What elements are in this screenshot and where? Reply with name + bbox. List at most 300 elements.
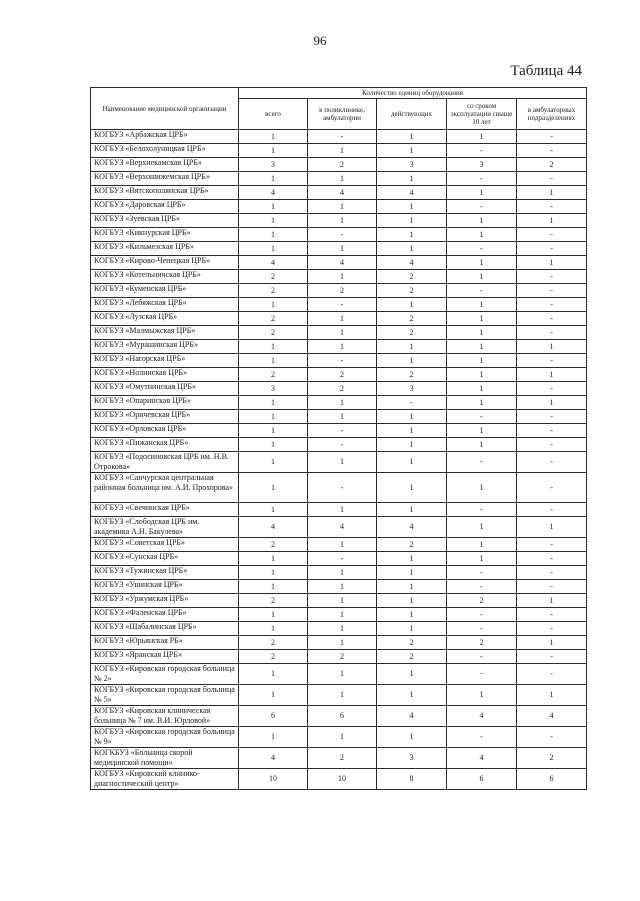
value-cell: - bbox=[517, 242, 587, 256]
table-row bbox=[91, 256, 587, 270]
value-cell: 1 bbox=[239, 354, 308, 368]
table-row bbox=[91, 312, 587, 326]
value-cell: 2 bbox=[239, 368, 308, 382]
value-cell: 1 bbox=[447, 256, 517, 270]
value-cell: 1 bbox=[239, 503, 308, 517]
org-name-cell: КОГБУЗ «Тужинская ЦРБ» bbox=[91, 566, 239, 580]
value-cell: 1 bbox=[377, 727, 447, 748]
value-cell: 2 bbox=[239, 270, 308, 284]
table-row bbox=[91, 130, 587, 144]
value-cell: 1 bbox=[447, 473, 517, 503]
value-cell: - bbox=[517, 473, 587, 503]
table-row bbox=[91, 172, 587, 186]
value-cell: 1 bbox=[308, 608, 377, 622]
table-row bbox=[91, 636, 587, 650]
value-cell: 1 bbox=[377, 473, 447, 503]
value-cell: - bbox=[308, 228, 377, 242]
table-row bbox=[91, 608, 587, 622]
value-cell: 1 bbox=[447, 552, 517, 566]
value-cell: 6 bbox=[308, 706, 377, 727]
table-row bbox=[91, 538, 587, 552]
value-cell: - bbox=[447, 144, 517, 158]
value-cell: - bbox=[517, 608, 587, 622]
table-row bbox=[91, 706, 587, 727]
value-cell: 1 bbox=[377, 424, 447, 438]
value-cell: - bbox=[517, 382, 587, 396]
org-name-cell: КОГБУЗ «Советская ЦРБ» bbox=[91, 538, 239, 552]
value-cell: - bbox=[517, 650, 587, 664]
value-cell: 2 bbox=[377, 636, 447, 650]
header-col-ambulatory: в амбулаторных подразделениях bbox=[517, 99, 587, 130]
value-cell: 1 bbox=[308, 636, 377, 650]
value-cell: 2 bbox=[517, 748, 587, 769]
value-cell: 2 bbox=[239, 594, 308, 608]
value-cell: 2 bbox=[308, 650, 377, 664]
value-cell: - bbox=[308, 354, 377, 368]
org-name-cell: КОГБУЗ «Верхнекамская ЦРБ» bbox=[91, 158, 239, 172]
value-cell: 1 bbox=[517, 396, 587, 410]
value-cell: - bbox=[447, 727, 517, 748]
value-cell: - bbox=[447, 566, 517, 580]
value-cell: 1 bbox=[517, 340, 587, 354]
value-cell: 1 bbox=[377, 622, 447, 636]
value-cell: 1 bbox=[239, 214, 308, 228]
value-cell: 1 bbox=[308, 326, 377, 340]
value-cell: - bbox=[517, 298, 587, 312]
value-cell: 1 bbox=[377, 354, 447, 368]
org-name-cell: КОГБУЗ «Малмыжская ЦРБ» bbox=[91, 326, 239, 340]
org-name-cell: КОГБУЗ «Лебяжская ЦРБ» bbox=[91, 298, 239, 312]
value-cell: 4 bbox=[377, 517, 447, 538]
value-cell: 2 bbox=[308, 158, 377, 172]
value-cell: 1 bbox=[377, 580, 447, 594]
table-row bbox=[91, 410, 587, 424]
value-cell: 1 bbox=[377, 664, 447, 685]
value-cell: 6 bbox=[447, 769, 517, 790]
org-name-cell: КОГБУЗ «Нолинская ЦРБ» bbox=[91, 368, 239, 382]
org-name-cell: КОГБУЗ «Подосиновская ЦРБ им. Н.В. Отрокова» bbox=[91, 452, 239, 473]
value-cell: 2 bbox=[239, 636, 308, 650]
value-cell: - bbox=[517, 438, 587, 452]
value-cell: 1 bbox=[447, 685, 517, 706]
value-cell: 1 bbox=[517, 517, 587, 538]
value-cell: 1 bbox=[447, 312, 517, 326]
value-cell: - bbox=[447, 242, 517, 256]
value-cell: 1 bbox=[377, 594, 447, 608]
value-cell: 1 bbox=[377, 144, 447, 158]
org-name-cell: КОГБУЗ «Кировская городская больница № 5» bbox=[91, 685, 239, 706]
org-name-cell: КОГБУЗ «Куменская ЦРБ» bbox=[91, 284, 239, 298]
value-cell: 1 bbox=[308, 200, 377, 214]
value-cell: - bbox=[517, 354, 587, 368]
value-cell: 2 bbox=[308, 748, 377, 769]
value-cell: 1 bbox=[239, 473, 308, 503]
value-cell: 1 bbox=[447, 517, 517, 538]
table-row bbox=[91, 354, 587, 368]
value-cell: 1 bbox=[447, 214, 517, 228]
value-cell: 1 bbox=[447, 186, 517, 200]
value-cell: - bbox=[517, 326, 587, 340]
value-cell: 3 bbox=[239, 158, 308, 172]
org-name-cell: КОГБУЗ «Вятскополянская ЦРБ» bbox=[91, 186, 239, 200]
header-col-over10: со сроком эксплуатации свыше 10 лет bbox=[447, 99, 517, 130]
value-cell: 1 bbox=[377, 130, 447, 144]
value-cell: 1 bbox=[308, 664, 377, 685]
value-cell: - bbox=[308, 298, 377, 312]
value-cell: - bbox=[517, 622, 587, 636]
org-name-cell: КОГБУЗ «Сунская ЦРБ» bbox=[91, 552, 239, 566]
org-name-cell: КОГБУЗ «Кикнурская ЦРБ» bbox=[91, 228, 239, 242]
value-cell: 1 bbox=[239, 452, 308, 473]
org-name-cell: КОГБУЗ «Свечинская ЦРБ» bbox=[91, 503, 239, 517]
value-cell: 8 bbox=[377, 769, 447, 790]
value-cell: 1 bbox=[308, 242, 377, 256]
table-row bbox=[91, 368, 587, 382]
table-row bbox=[91, 438, 587, 452]
value-cell: 1 bbox=[239, 664, 308, 685]
value-cell: 4 bbox=[377, 256, 447, 270]
value-cell: 1 bbox=[447, 438, 517, 452]
value-cell: 2 bbox=[308, 284, 377, 298]
org-name-cell: КОГБУЗ «Яранская ЦРБ» bbox=[91, 650, 239, 664]
table-row bbox=[91, 473, 587, 503]
value-cell: - bbox=[447, 580, 517, 594]
value-cell: 1 bbox=[239, 438, 308, 452]
value-cell: - bbox=[517, 452, 587, 473]
org-name-cell: КОГБУЗ «Унинская ЦРБ» bbox=[91, 580, 239, 594]
value-cell: 2 bbox=[377, 538, 447, 552]
value-cell: 1 bbox=[239, 566, 308, 580]
value-cell: 2 bbox=[239, 326, 308, 340]
table-row bbox=[91, 214, 587, 228]
value-cell: - bbox=[308, 438, 377, 452]
value-cell: 1 bbox=[239, 608, 308, 622]
value-cell: 2 bbox=[239, 312, 308, 326]
value-cell: 2 bbox=[377, 284, 447, 298]
value-cell: 4 bbox=[447, 748, 517, 769]
org-name-cell: КОГБУЗ «Арбажская ЦРБ» bbox=[91, 130, 239, 144]
table-row bbox=[91, 144, 587, 158]
table-row bbox=[91, 200, 587, 214]
org-name-cell: КОГБУЗ «Котельничская ЦРБ» bbox=[91, 270, 239, 284]
equipment-table-container bbox=[90, 87, 586, 790]
org-name-cell: КОГБУЗ «Зуевская ЦРБ» bbox=[91, 214, 239, 228]
value-cell: 1 bbox=[377, 200, 447, 214]
value-cell: 4 bbox=[239, 186, 308, 200]
table-row bbox=[91, 242, 587, 256]
value-cell: - bbox=[517, 270, 587, 284]
value-cell: 3 bbox=[447, 158, 517, 172]
table-row bbox=[91, 452, 587, 473]
value-cell: 1 bbox=[447, 130, 517, 144]
value-cell: 3 bbox=[377, 748, 447, 769]
value-cell: - bbox=[517, 580, 587, 594]
value-cell: - bbox=[447, 664, 517, 685]
org-name-cell: КОГБУЗ «Юрьянская РБ» bbox=[91, 636, 239, 650]
value-cell: 1 bbox=[377, 503, 447, 517]
value-cell: 1 bbox=[377, 298, 447, 312]
table-row bbox=[91, 566, 587, 580]
value-cell: 1 bbox=[308, 312, 377, 326]
org-name-cell: КОГБУЗ «Нагорская ЦРБ» bbox=[91, 354, 239, 368]
value-cell: 1 bbox=[447, 538, 517, 552]
value-cell: 10 bbox=[308, 769, 377, 790]
header-col-active: действующих bbox=[377, 99, 447, 130]
value-cell: 6 bbox=[517, 769, 587, 790]
table-row bbox=[91, 270, 587, 284]
value-cell: 1 bbox=[447, 354, 517, 368]
value-cell: - bbox=[517, 312, 587, 326]
value-cell: 1 bbox=[517, 214, 587, 228]
value-cell: 1 bbox=[447, 424, 517, 438]
value-cell: 1 bbox=[517, 186, 587, 200]
table-label: Таблица 44 bbox=[510, 63, 582, 79]
value-cell: 1 bbox=[239, 298, 308, 312]
table-row bbox=[91, 284, 587, 298]
value-cell: 1 bbox=[308, 144, 377, 158]
org-name-cell: КОГКБУЗ «Больница скорой медицинской помощи» bbox=[91, 748, 239, 769]
value-cell: 1 bbox=[377, 452, 447, 473]
value-cell: 3 bbox=[239, 382, 308, 396]
table-row bbox=[91, 769, 587, 790]
value-cell: 1 bbox=[239, 727, 308, 748]
table-body bbox=[91, 130, 587, 790]
org-name-cell: КОГБУЗ «Опаринская ЦРБ» bbox=[91, 396, 239, 410]
value-cell: 1 bbox=[239, 200, 308, 214]
value-cell: - bbox=[447, 410, 517, 424]
value-cell: 1 bbox=[377, 566, 447, 580]
value-cell: - bbox=[377, 396, 447, 410]
value-cell: 1 bbox=[239, 144, 308, 158]
value-cell: - bbox=[517, 172, 587, 186]
org-name-cell: КОГБУЗ «Верхошижемская ЦРБ» bbox=[91, 172, 239, 186]
value-cell: 1 bbox=[447, 326, 517, 340]
value-cell: 4 bbox=[239, 517, 308, 538]
value-cell: - bbox=[517, 200, 587, 214]
value-cell: 2 bbox=[377, 270, 447, 284]
table-row bbox=[91, 382, 587, 396]
value-cell: 3 bbox=[377, 158, 447, 172]
table-row bbox=[91, 326, 587, 340]
org-name-cell: КОГБУЗ «Оричевская ЦРБ» bbox=[91, 410, 239, 424]
value-cell: 2 bbox=[377, 326, 447, 340]
table-row bbox=[91, 228, 587, 242]
table-row bbox=[91, 650, 587, 664]
value-cell: 1 bbox=[308, 727, 377, 748]
value-cell: 1 bbox=[308, 396, 377, 410]
value-cell: - bbox=[517, 228, 587, 242]
value-cell: 1 bbox=[239, 340, 308, 354]
org-name-cell: КОГБУЗ «Даровская ЦРБ» bbox=[91, 200, 239, 214]
value-cell: 1 bbox=[308, 410, 377, 424]
value-cell: 1 bbox=[517, 685, 587, 706]
org-name-cell: КОГБУЗ «Санчурская центральная районная больница им. А.И. Прохорова» bbox=[91, 473, 239, 503]
value-cell: 1 bbox=[377, 242, 447, 256]
value-cell: 1 bbox=[239, 130, 308, 144]
table-row bbox=[91, 685, 587, 706]
value-cell: 2 bbox=[377, 650, 447, 664]
table-row bbox=[91, 664, 587, 685]
value-cell: 2 bbox=[447, 636, 517, 650]
value-cell: 1 bbox=[308, 538, 377, 552]
value-cell: - bbox=[447, 650, 517, 664]
value-cell: 1 bbox=[308, 452, 377, 473]
value-cell: - bbox=[447, 452, 517, 473]
value-cell: - bbox=[517, 727, 587, 748]
value-cell: - bbox=[447, 172, 517, 186]
value-cell: - bbox=[517, 552, 587, 566]
header-col-clinic: в поликлинике, амбулатории bbox=[308, 99, 377, 130]
value-cell: 1 bbox=[239, 228, 308, 242]
value-cell: 3 bbox=[377, 382, 447, 396]
table-row bbox=[91, 298, 587, 312]
org-name-cell: КОГБУЗ «Мурашинская ЦРБ» bbox=[91, 340, 239, 354]
value-cell: 1 bbox=[517, 594, 587, 608]
value-cell: 1 bbox=[447, 382, 517, 396]
value-cell: 2 bbox=[239, 284, 308, 298]
table-row bbox=[91, 748, 587, 769]
value-cell: 6 bbox=[239, 706, 308, 727]
value-cell: 1 bbox=[447, 298, 517, 312]
value-cell: 1 bbox=[377, 608, 447, 622]
org-name-cell: КОГБУЗ «Уржумская ЦРБ» bbox=[91, 594, 239, 608]
value-cell: 1 bbox=[308, 594, 377, 608]
header-qty: Количество единиц оборудования bbox=[239, 88, 587, 99]
page-number: 96 bbox=[313, 33, 327, 48]
value-cell: 1 bbox=[377, 172, 447, 186]
table-row bbox=[91, 424, 587, 438]
value-cell: 1 bbox=[308, 214, 377, 228]
value-cell: - bbox=[517, 424, 587, 438]
value-cell: 1 bbox=[447, 340, 517, 354]
org-name-cell: КОГБУЗ «Слободская ЦРБ им. академика А.Н. Бакулева» bbox=[91, 517, 239, 538]
value-cell: 1 bbox=[308, 685, 377, 706]
value-cell: 1 bbox=[377, 552, 447, 566]
value-cell: 1 bbox=[239, 580, 308, 594]
value-cell: 4 bbox=[377, 706, 447, 727]
value-cell: 1 bbox=[517, 636, 587, 650]
value-cell: 1 bbox=[239, 424, 308, 438]
value-cell: 1 bbox=[377, 340, 447, 354]
value-cell: - bbox=[517, 284, 587, 298]
value-cell: 1 bbox=[308, 580, 377, 594]
value-cell: - bbox=[517, 664, 587, 685]
org-name-cell: КОГБУЗ «Пижанская ЦРБ» bbox=[91, 438, 239, 452]
value-cell: - bbox=[447, 608, 517, 622]
value-cell: 10 bbox=[239, 769, 308, 790]
value-cell: - bbox=[308, 424, 377, 438]
value-cell: - bbox=[308, 552, 377, 566]
value-cell: 1 bbox=[377, 228, 447, 242]
value-cell: 1 bbox=[239, 552, 308, 566]
value-cell: 1 bbox=[239, 242, 308, 256]
org-name-cell: КОГБУЗ «Омутнинская ЦРБ» bbox=[91, 382, 239, 396]
value-cell: - bbox=[447, 622, 517, 636]
table-row bbox=[91, 727, 587, 748]
value-cell: 2 bbox=[517, 158, 587, 172]
header-org: Наименование медицинской организации bbox=[91, 88, 239, 130]
value-cell: - bbox=[517, 538, 587, 552]
value-cell: 1 bbox=[447, 270, 517, 284]
table-row bbox=[91, 517, 587, 538]
value-cell: 1 bbox=[308, 503, 377, 517]
value-cell: 4 bbox=[447, 706, 517, 727]
table-row bbox=[91, 396, 587, 410]
value-cell: 2 bbox=[239, 538, 308, 552]
value-cell: - bbox=[447, 284, 517, 298]
value-cell: 1 bbox=[447, 228, 517, 242]
table-row bbox=[91, 158, 587, 172]
value-cell: 1 bbox=[377, 214, 447, 228]
table-row bbox=[91, 186, 587, 200]
value-cell: 1 bbox=[308, 622, 377, 636]
value-cell: 1 bbox=[239, 622, 308, 636]
value-cell: 1 bbox=[239, 172, 308, 186]
value-cell: - bbox=[308, 473, 377, 503]
value-cell: - bbox=[308, 130, 377, 144]
org-name-cell: КОГБУЗ «Орловская ЦРБ» bbox=[91, 424, 239, 438]
value-cell: 1 bbox=[308, 270, 377, 284]
value-cell: - bbox=[447, 200, 517, 214]
value-cell: 4 bbox=[239, 256, 308, 270]
value-cell: 1 bbox=[308, 172, 377, 186]
org-name-cell: КОГБУЗ «Кирово-Чепецкая ЦРБ» bbox=[91, 256, 239, 270]
value-cell: 1 bbox=[239, 396, 308, 410]
table-row bbox=[91, 340, 587, 354]
org-name-cell: КОГБУЗ «Белохолуницкая ЦРБ» bbox=[91, 144, 239, 158]
org-name-cell: КОГБУЗ «Шабалинская ЦРБ» bbox=[91, 622, 239, 636]
value-cell: 4 bbox=[377, 186, 447, 200]
org-name-cell: КОГБУЗ «Кировская городская больница № 2» bbox=[91, 664, 239, 685]
value-cell: 2 bbox=[377, 312, 447, 326]
value-cell: - bbox=[517, 144, 587, 158]
table-row bbox=[91, 580, 587, 594]
org-name-cell: КОГБУЗ «Кировский клинико-диагностический центр» bbox=[91, 769, 239, 790]
value-cell: - bbox=[517, 566, 587, 580]
value-cell: - bbox=[517, 503, 587, 517]
table-row bbox=[91, 594, 587, 608]
value-cell: 4 bbox=[517, 706, 587, 727]
equipment-table bbox=[90, 87, 587, 790]
value-cell: 2 bbox=[308, 368, 377, 382]
value-cell: 1 bbox=[308, 566, 377, 580]
value-cell: 2 bbox=[239, 650, 308, 664]
value-cell: 1 bbox=[377, 685, 447, 706]
value-cell: 1 bbox=[239, 685, 308, 706]
value-cell: - bbox=[517, 410, 587, 424]
org-name-cell: КОГБУЗ «Кировская городская больница № 9» bbox=[91, 727, 239, 748]
value-cell: 2 bbox=[447, 594, 517, 608]
value-cell: 1 bbox=[308, 340, 377, 354]
value-cell: 2 bbox=[308, 382, 377, 396]
value-cell: 1 bbox=[377, 410, 447, 424]
table-row bbox=[91, 552, 587, 566]
value-cell: 1 bbox=[517, 256, 587, 270]
value-cell: 4 bbox=[239, 748, 308, 769]
org-name-cell: КОГБУЗ «Фаленская ЦРБ» bbox=[91, 608, 239, 622]
value-cell: 4 bbox=[308, 256, 377, 270]
value-cell: 4 bbox=[308, 517, 377, 538]
value-cell: 1 bbox=[239, 410, 308, 424]
value-cell: 1 bbox=[447, 368, 517, 382]
value-cell: - bbox=[447, 503, 517, 517]
org-name-cell: КОГБУЗ «Кировская клиническая больница № 7 им. В.И. Юрловой» bbox=[91, 706, 239, 727]
value-cell: 2 bbox=[377, 368, 447, 382]
org-name-cell: КОГБУЗ «Кильмезская ЦРБ» bbox=[91, 242, 239, 256]
header-col-total: всего bbox=[239, 99, 308, 130]
value-cell: - bbox=[517, 130, 587, 144]
table-row bbox=[91, 622, 587, 636]
